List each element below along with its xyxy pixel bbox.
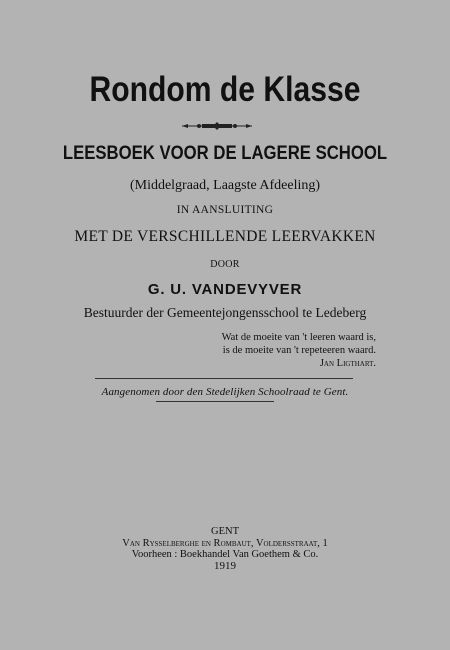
connection-line-2: MET DE VERSCHILLENDE LEERVAKKEN — [74, 228, 376, 245]
author-role: Bestuurder der Gemeentejongensschool te Ledeberg — [83, 305, 367, 320]
top-rule — [95, 378, 353, 379]
bottom-rule — [156, 401, 274, 402]
epigraph-line-2: is de moeite van 't repeteeren waard. — [222, 345, 376, 356]
book-subtitle: LEESBOEK VOOR DE LAGERE SCHOOL — [62, 143, 388, 164]
grade-level: (Middelgraad, Laagste Afdeeling) — [129, 178, 321, 193]
epigraph-attribution: Jan Ligthart. — [319, 358, 376, 369]
epigraph-line-1: Wat de moeite van 't leeren waard is, — [221, 332, 376, 343]
publication-year: 1919 — [214, 560, 236, 572]
imprint-city: GENT — [211, 526, 239, 537]
imprint-formerly: Voorheen : Boekhandel Van Goethem & Co. — [131, 549, 319, 560]
connection-line-1: IN AANSLUITING — [176, 204, 274, 216]
ornament-divider — [180, 121, 254, 131]
book-title: Rondom de Klasse — [89, 70, 361, 109]
by-label: DOOR — [210, 259, 240, 270]
imprint-publisher: Van Rysselberghe en Rombaut, Voldersstraat, 1 — [122, 537, 328, 549]
adopted-note: Aangenomen door den Stedelijken Schoolraad te Gent. — [101, 386, 349, 398]
imprint — [0, 526, 450, 561]
author-name: G. U. VANDEVYVER — [147, 281, 303, 298]
epigraph — [222, 331, 376, 370]
